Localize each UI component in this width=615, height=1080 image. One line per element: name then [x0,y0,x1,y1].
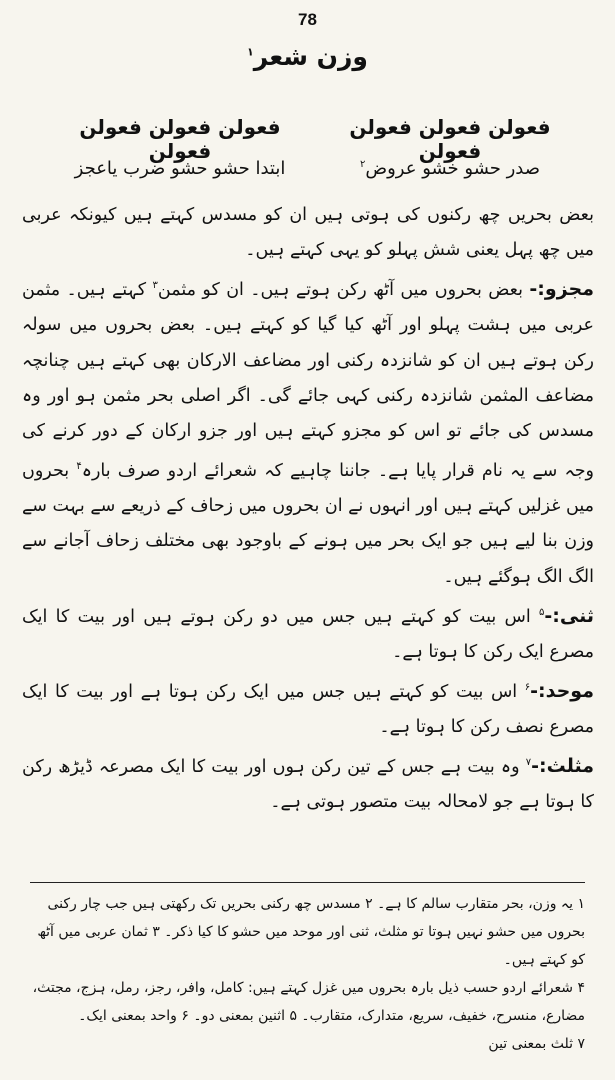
paragraph-majzu [22,268,594,594]
paragraph-thunai [22,595,594,670]
footnote-marker-4: ۴ [76,461,82,473]
paragraph-majzu-text-c: بحروں میں غزلیں کہتے ہیں اور انہوں نے ان بحروں میں زحاف کے ذریعے سے بہت سے وزن بنا لیے ہیں جو ایک بحر میں ہونے کے باوجود بھی مختلف زحاف آجانے سے الگ الگ ہوگئے ہیں۔ [22,461,594,587]
footnote-7: ۷ ثلث بمعنی تین [488,1036,585,1052]
footnote-marker-7: ۷ [525,757,532,769]
footnote-marker-3: ۳ [152,280,158,292]
footnote-marker-6: ۶ [524,682,531,694]
meter-parts-first [315,158,585,179]
footnotes [30,890,585,1058]
meter-second-half: فعولن فعولن فعولن فعولن [79,115,281,163]
paragraph-muwahhad [22,670,594,745]
meter-parts-first-text: صدر حشو خشو عروض [365,158,541,179]
main-text [22,198,594,821]
footnote-marker-5: ۵ [539,606,545,618]
paragraph-musallas [22,745,594,820]
term-muwahhad: موحد:- [530,679,594,702]
meter-line [30,115,585,163]
paragraph-musaddas: بعض بحریں چھ رکنوں کی ہوتی ہیں ان کو مسدس کہتے ہیں کیونکہ عربی میں چھ پہل یعنی شش پہلو کو یہی کہتے ہیں۔ [22,205,594,261]
page-title [0,42,615,71]
paragraph-thunai-text: اس بیت کو کہتے ہیں جس میں دو رکن ہوتے ہیں اور بیت کا ایک مصرع ایک رکن کا ہوتا ہے۔ [22,606,594,662]
term-thunai: ثنی:- [544,604,594,627]
paragraph-musallas-text: وہ بیت ہے جس کے تین رکن ہوں اور بیت کا ایک مصرعہ ڈیڑھ رکن کا ہوتا ہے جو لامحالہ بیت متصور ہوتی ہے۔ [22,757,594,813]
meter-parts-second: ابتدا حشو حشو ضرب یاعجز [74,158,286,179]
paragraph-muwahhad-text: اس بیت کو کہتے ہیں جس میں ایک رکن ہوتا ہے اور بیت کا ایک مصرع نصف رکن کا ہوتا ہے۔ [22,681,594,738]
title-footnote-marker: ۱ [247,45,254,59]
meter-footnote-marker: ۲ [359,159,366,170]
footnote-1-3: ۱ یہ وزن، بحر متقارب سالم کا ہے۔ ۲ مسدس چھ رکنی بحریں تک رکھتی ہیں جب چار رکنی بحروں میں حشو نہیں ہوتا تو مثلث، ثنی اور موحد میں حشو کا کیا ذکر۔ ۳ ثمان عربی میں آٹھ کو کہتے ہیں۔ [37,896,585,968]
meter-parts-line [30,158,585,179]
paragraph-majzu-text-b: کہتے ہیں۔ مثمن عربی میں ہشت پہلو اور آٹھ کیا گیا کو کہتے ہیں۔ بعض بحروں میں سولہ رکن ہوتے ہیں ان کو شانزدہ رکنی اور مضاعف الارکان بھی کہتے ہیں چنانچہ مضاعف المثمن شانزدہ رکنی کہی جائے گی۔ اگر اصلی بحر مثمن ہو اور وہ مسدس کی جائے تو اس کو مجزو کہتے ہیں اور جزو ارکان کے دور کرنے کی وجہ سے یہ نام قرار پایا ہے۔ جاننا چاہیے کہ شعرائے اردو صرف بارہ [22,280,594,482]
paragraph-majzu-text-a: بعض بحروں میں آٹھ رکن ہوتے ہیں۔ ان کو مثمن [157,280,523,301]
meter-first-half: فعولن فعولن فعولن فعولن [349,115,551,163]
footnote-4-6: ۴ شعرائے اردو حسب ذیل بارہ بحروں میں غزل کہتے ہیں: کامل، وافر، رجز، رمل، ہزج، مجتث، مضارع، منسرح، خفیف، سریع، متدارک، متقارب۔ ۵ اثنین بمعنی دو۔ ۶ واحد بمعنی ایک۔ [32,980,585,1024]
page-number: 78 [298,10,317,29]
title-text: وزن شعر [253,42,368,71]
term-musallas: مثلث:- [531,755,594,778]
footnote-divider [30,882,585,883]
term-majzu: مجزو:- [529,278,594,301]
